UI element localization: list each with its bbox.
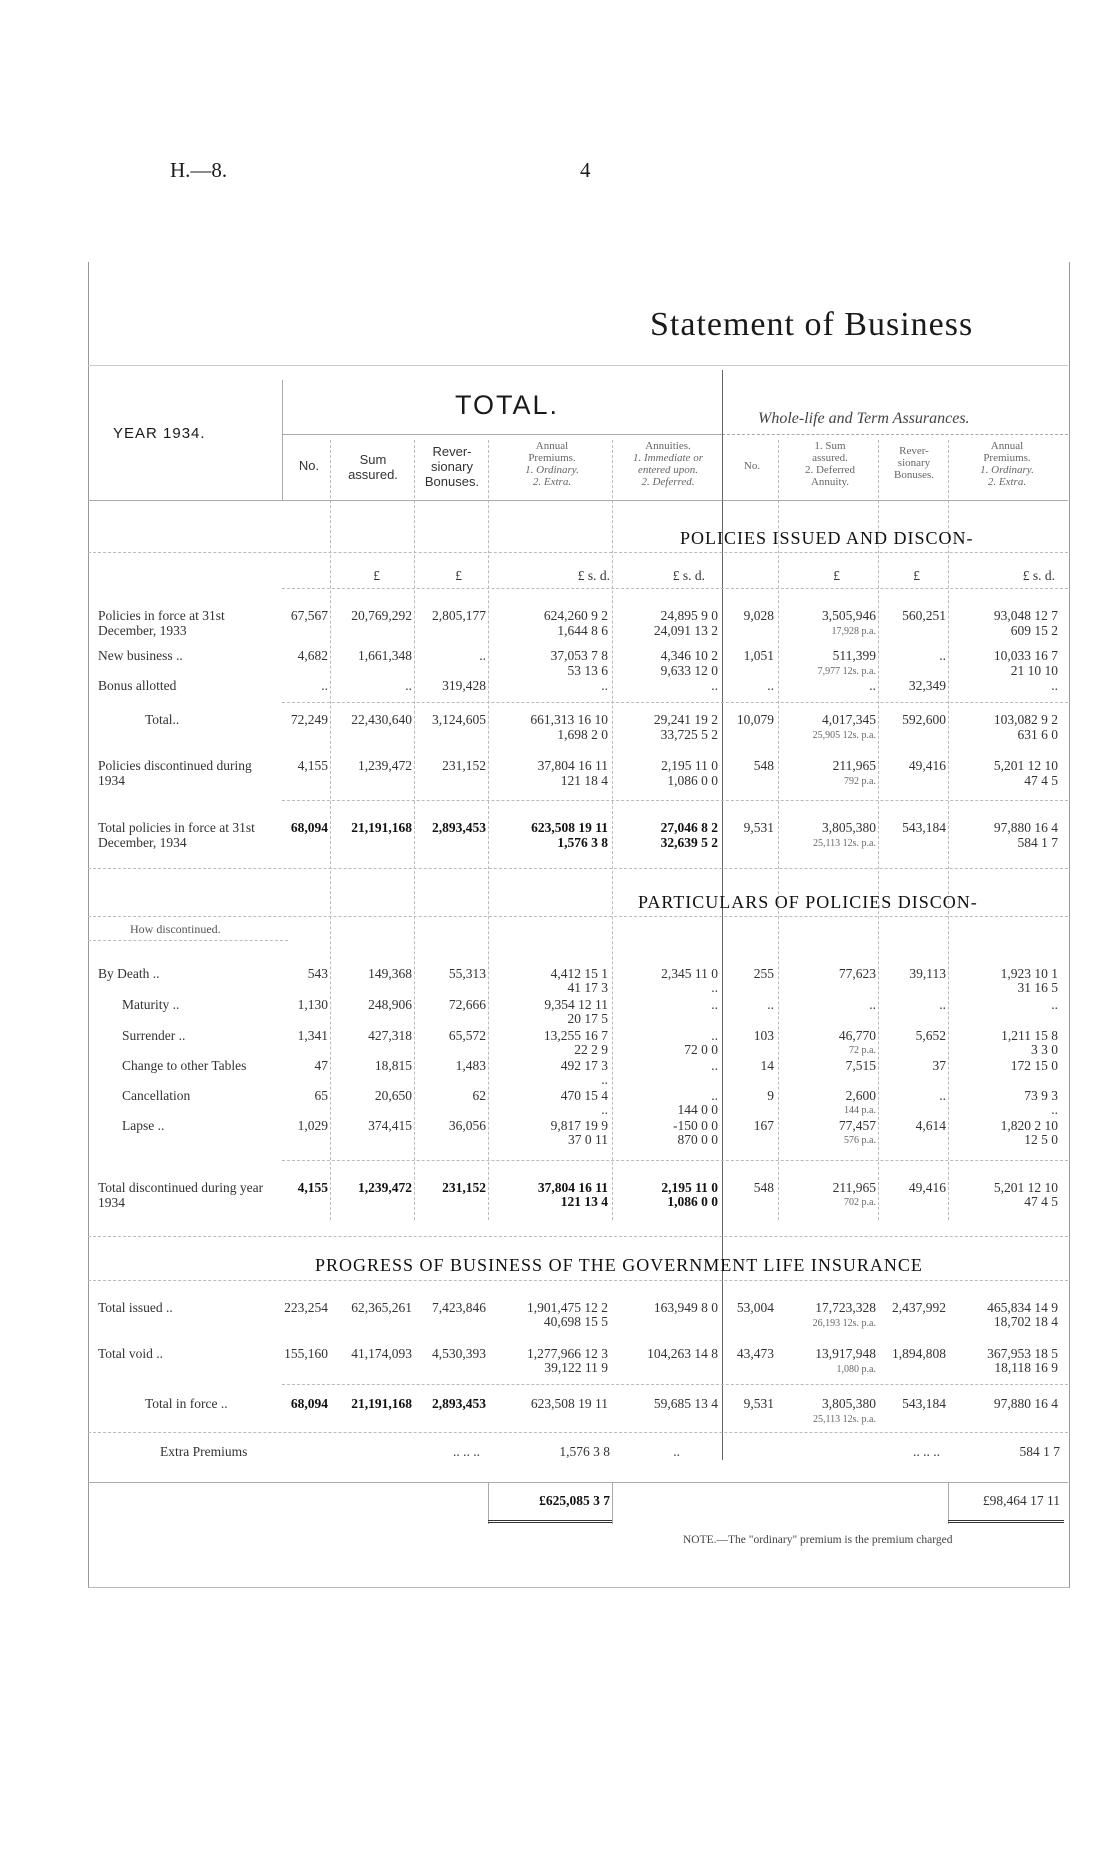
cell-annuity-immediate: .. — [711, 678, 718, 693]
cell-wl-deferred-annuity: 25,113 12s. p.a. — [813, 838, 876, 849]
cell-wl-premium-extra: 631 6 0 — [1017, 727, 1058, 742]
cell-annuity-immediate: .. — [711, 1058, 718, 1073]
page-number: 4 — [580, 158, 591, 182]
extra-premiums-label: Extra Premiums — [160, 1444, 248, 1459]
cell-annuity-immediate: -150 0 0 — [673, 1118, 718, 1133]
cell-premium-ordinary: 13,255 16 7 — [543, 1028, 608, 1043]
cell-reversionary: 65,572 — [448, 1028, 486, 1043]
cell-no: 4,155 — [297, 1180, 328, 1195]
cell-wl-premium-extra: 21 10 10 — [1010, 663, 1058, 678]
cell-no: 1,130 — [297, 997, 328, 1012]
cell-reversionary: 72,666 — [448, 997, 486, 1012]
cell-no: 68,094 — [290, 820, 328, 835]
cell-wl-deferred-annuity: 702 p.a. — [844, 1197, 876, 1208]
cell-premium-extra: 40,698 15 5 — [543, 1314, 608, 1329]
row-label: Total policies in force at 31st December, 1934 — [98, 820, 255, 850]
cell-sum-assured: 248,906 — [368, 997, 412, 1012]
cell-wl-premium-extra: 3 3 0 — [1031, 1042, 1058, 1057]
cell-premium-ordinary: 624,260 9 2 — [543, 608, 608, 623]
divider — [88, 1432, 1068, 1433]
cell-sum-assured: 374,415 — [368, 1118, 412, 1133]
divider — [282, 588, 1068, 589]
cell-wl-premium-extra: 18,702 18 4 — [993, 1314, 1058, 1329]
unit-psd: £ s. d. — [577, 568, 610, 583]
cell-wl-reversionary: .. — [939, 1088, 946, 1103]
cell-wl-deferred-annuity: 792 p.a. — [844, 776, 876, 787]
cell-reversionary: 55,313 — [448, 966, 486, 981]
extra-annuities: .. — [673, 1444, 680, 1459]
cell-annuities: 163,949 8 0 — [653, 1300, 718, 1315]
row-label: Change to other Tables — [122, 1058, 247, 1073]
cell-premium-ordinary: 492 17 3 — [560, 1058, 608, 1073]
cell-sum-assured: 1,239,472 — [358, 758, 412, 773]
divider — [88, 1482, 1068, 1483]
cell-wl-reversionary: .. — [939, 997, 946, 1012]
cell-sum-assured: 20,769,292 — [351, 608, 412, 623]
cell-wl-premium-ordinary: 93,048 12 7 — [993, 608, 1058, 623]
row-label: Surrender .. — [122, 1028, 186, 1043]
cell-wl-premium-extra: 47 4 5 — [1024, 1194, 1058, 1209]
cell-no: 72,249 — [290, 712, 328, 727]
cell-annuity-deferred: 1,086 0 0 — [667, 1194, 718, 1209]
cell-sum-assured: 62,365,261 — [351, 1300, 412, 1315]
cell-premium-ordinary: 9,817 19 9 — [550, 1118, 608, 1133]
cell-no: 155,160 — [284, 1346, 328, 1361]
cell-annuity-immediate: 2,195 11 0 — [661, 758, 718, 773]
unit-psd: £ s. d. — [1022, 568, 1055, 583]
divider — [88, 868, 1068, 869]
divider — [88, 916, 1068, 917]
section-policies-issued-title: POLICIES ISSUED AND DISCON- — [680, 528, 974, 548]
cell-sum-assured: 21,191,168 — [351, 1396, 412, 1411]
cell-premium-extra: 41 17 3 — [567, 980, 608, 995]
col-wl-reversionary: Rever- sionary Bonuses. — [893, 445, 935, 481]
cell-wl-premium-ordinary: 172 15 0 — [1010, 1058, 1058, 1073]
cell-wl-reversionary: 592,600 — [902, 712, 946, 727]
cell-sum-assured: 41,174,093 — [351, 1346, 412, 1361]
row-label: Policies in force at 31st December, 1933 — [98, 608, 225, 638]
cell-premium-extra: .. — [601, 1072, 608, 1087]
statement-title: Statement of Business — [650, 306, 974, 343]
cell-wl-no: 53,004 — [736, 1300, 774, 1315]
cell-wl-no: 548 — [753, 758, 774, 773]
cell-wl-reversionary: 39,113 — [909, 966, 946, 981]
cell-premium-ordinary: 37,804 16 11 — [537, 1180, 608, 1195]
col-sum-assured: Sum assured. — [348, 452, 398, 482]
cell-annuity-immediate: 2,195 11 0 — [661, 1180, 718, 1195]
cell-reversionary: .. — [479, 648, 486, 663]
cell-wl-reversionary: 37 — [932, 1058, 946, 1073]
cell-wl-premium-extra: 47 4 5 — [1024, 773, 1058, 788]
section-particulars-title: PARTICULARS OF POLICIES DISCON- — [638, 892, 978, 912]
cell-annuity-deferred: 32,639 5 2 — [660, 835, 718, 850]
cell-reversionary: 319,428 — [442, 678, 486, 693]
cell-reversionary: 4,530,393 — [432, 1346, 486, 1361]
cell-premium-ordinary: 4,412 15 1 — [550, 966, 608, 981]
cell-wl-no: 548 — [753, 1180, 774, 1195]
divider — [948, 1482, 949, 1524]
footnote: NOTE.—The "ordinary" premium is the premium charged — [683, 1534, 953, 1546]
cell-premium-extra: 37 0 11 — [568, 1132, 608, 1147]
cell-reversionary: 2,893,453 — [432, 1396, 486, 1411]
divider — [414, 440, 415, 1220]
cell-wl-sum: 4,017,345 — [822, 712, 876, 727]
cell-no: 4,155 — [297, 758, 328, 773]
divider — [88, 1236, 1068, 1237]
divider — [88, 552, 1068, 553]
cell-premium-extra: 1,576 3 8 — [557, 835, 608, 850]
cell-no: .. — [321, 678, 328, 693]
cell-wl-no: 14 — [760, 1058, 774, 1073]
cell-premium-ordinary: 1,277,966 12 3 — [527, 1346, 608, 1361]
cell-wl-no: 167 — [753, 1118, 774, 1133]
grand-total-premiums: £625,085 3 7 — [539, 1493, 610, 1508]
cell-wl-reversionary: .. — [939, 648, 946, 663]
cell-wl-sum: 511,399 — [832, 648, 876, 663]
cell-no: 1,029 — [297, 1118, 328, 1133]
cell-annuity-deferred: 33,725 5 2 — [660, 727, 718, 742]
cell-wl-premium-extra: 12 5 0 — [1024, 1132, 1058, 1147]
row-label: Total in force .. — [145, 1396, 228, 1411]
cell-wl-no: 9,028 — [743, 608, 774, 623]
cell-premium-ordinary: 37,053 7 8 — [550, 648, 608, 663]
whole-life-title: Whole-life and Term Assurances. — [758, 410, 970, 427]
cell-wl-no: 9,531 — [743, 1396, 774, 1411]
divider — [330, 440, 331, 1220]
divider — [88, 500, 1068, 501]
cell-premium-extra: 1,644 8 6 — [557, 623, 608, 638]
extra-wl-dots: .. .. .. — [913, 1444, 940, 1459]
cell-wl-premium-extra: 584 1 7 — [1017, 835, 1058, 850]
cell-wl-premium-ordinary: 1,820 2 10 — [1000, 1118, 1058, 1133]
divider — [282, 1384, 1068, 1385]
cell-wl-premium-extra: 31 16 5 — [1017, 980, 1058, 995]
col-wl-no: No. — [743, 460, 761, 472]
cell-sum-assured: 18,815 — [374, 1058, 412, 1073]
cell-premium-ordinary: 1,901,475 12 2 — [527, 1300, 608, 1315]
cell-wl-deferred-annuity: 25,113 12s. p.a. — [813, 1414, 876, 1425]
cell-premium-extra: 121 13 4 — [560, 1194, 608, 1209]
cell-annuity-immediate: 2,345 11 0 — [661, 966, 718, 981]
cell-sum-assured: 1,661,348 — [358, 648, 412, 663]
cell-annuity-deferred: 72 0 0 — [684, 1042, 718, 1057]
row-label: Total.. — [145, 712, 180, 727]
double-rule — [488, 1520, 612, 1523]
cell-annuity-immediate: 24,895 9 0 — [660, 608, 718, 623]
cell-wl-sum: 17,723,328 — [815, 1300, 876, 1315]
cell-wl-premium-ordinary: 10,033 16 7 — [993, 648, 1058, 663]
cell-premium-ordinary: .. — [601, 678, 608, 693]
divider — [88, 940, 288, 941]
divider — [282, 380, 283, 500]
cell-annuity-deferred: 870 0 0 — [677, 1132, 718, 1147]
cell-reversionary: 231,152 — [442, 758, 486, 773]
cell-wl-sum: 7,515 — [845, 1058, 876, 1073]
cell-premium-extra: 53 13 6 — [567, 663, 608, 678]
divider — [878, 440, 879, 1220]
cell-no: 543 — [307, 966, 328, 981]
cell-wl-sum: .. — [869, 678, 876, 693]
divider — [282, 702, 1068, 703]
row-label: Cancellation — [122, 1088, 191, 1103]
cell-no: 67,567 — [290, 608, 328, 623]
divider — [778, 440, 779, 1220]
col-wl-sum-assured: 1. Sum assured. 2. Deferred Annuity. — [804, 440, 856, 488]
cell-annuity-immediate: .. — [711, 1088, 718, 1103]
cell-sum-assured: 149,368 — [368, 966, 412, 981]
how-discontinued-label: How discontinued. — [130, 922, 221, 936]
cell-reversionary: 62 — [472, 1088, 486, 1103]
cell-wl-premium-ordinary: 367,953 18 5 — [987, 1346, 1058, 1361]
cell-wl-premium-ordinary: 1,211 15 8 — [1001, 1028, 1058, 1043]
cell-reversionary: 7,423,846 — [432, 1300, 486, 1315]
cell-reversionary: 3,124,605 — [432, 712, 486, 727]
cell-wl-reversionary: 32,349 — [908, 678, 946, 693]
cell-wl-reversionary: 49,416 — [908, 758, 946, 773]
cell-wl-premium-extra: 609 15 2 — [1010, 623, 1058, 638]
cell-wl-premium-ordinary: .. — [1051, 678, 1058, 693]
cell-annuity-immediate: 29,241 19 2 — [653, 712, 718, 727]
cell-wl-sum: 77,457 — [838, 1118, 876, 1133]
cell-wl-deferred-annuity: 144 p.a. — [844, 1105, 876, 1116]
cell-wl-deferred-annuity: 576 p.a. — [844, 1135, 876, 1146]
cell-premium-extra: 20 17 5 — [567, 1011, 608, 1026]
unit-pound: £ — [913, 568, 920, 583]
cell-wl-reversionary: 1,894,808 — [892, 1346, 946, 1361]
cell-reversionary: 1,483 — [455, 1058, 486, 1073]
cell-premium-extra: 121 18 4 — [560, 773, 608, 788]
cell-sum-assured: 21,191,168 — [351, 820, 412, 835]
cell-annuities: 59,685 13 4 — [653, 1396, 718, 1411]
cell-premium-extra: 1,698 2 0 — [557, 727, 608, 742]
cell-premium-ordinary: 623,508 19 11 — [531, 820, 608, 835]
cell-wl-sum: 3,505,946 — [822, 608, 876, 623]
row-label: Total issued .. — [98, 1300, 173, 1315]
cell-sum-assured: 20,650 — [374, 1088, 412, 1103]
row-label: New business .. — [98, 648, 183, 663]
divider — [488, 440, 489, 1220]
cell-wl-sum: .. — [869, 997, 876, 1012]
cell-wl-no: 9 — [767, 1088, 774, 1103]
cell-annuity-immediate: 4,346 10 2 — [660, 648, 718, 663]
cell-wl-deferred-annuity: 17,928 p.a. — [831, 626, 876, 637]
cell-wl-premium-ordinary: .. — [1051, 997, 1058, 1012]
row-label: Policies discontinued during 1934 — [98, 758, 252, 788]
double-rule — [948, 1520, 1064, 1523]
cell-no: 47 — [314, 1058, 328, 1073]
cell-wl-premium-ordinary: 465,834 14 9 — [987, 1300, 1058, 1315]
cell-wl-premium-ordinary: 73 9 3 — [1024, 1088, 1058, 1103]
cell-no: 68,094 — [290, 1396, 328, 1411]
cell-wl-no: 255 — [753, 966, 774, 981]
cell-sum-assured: 22,430,640 — [351, 712, 412, 727]
cell-no: 223,254 — [284, 1300, 328, 1315]
cell-wl-no: 103 — [753, 1028, 774, 1043]
cell-wl-no: 43,473 — [736, 1346, 774, 1361]
cell-sum-assured: 1,239,472 — [358, 1180, 412, 1195]
cell-annuity-deferred: 9,633 12 0 — [660, 663, 718, 678]
cell-wl-deferred-annuity: 25,905 12s. p.a. — [812, 730, 876, 741]
cell-wl-premium-ordinary: 97,880 16 4 — [993, 1396, 1058, 1411]
cell-wl-premium-extra: 18,118 16 9 — [994, 1360, 1058, 1375]
cell-wl-premium-ordinary: 97,880 16 4 — [993, 820, 1058, 835]
cell-reversionary: 36,056 — [448, 1118, 486, 1133]
cell-wl-sum: 2,600 — [845, 1088, 876, 1103]
divider — [88, 365, 1068, 366]
unit-pound: £ — [455, 568, 462, 583]
cell-wl-premium-extra: .. — [1051, 1102, 1058, 1117]
cell-wl-no: .. — [767, 997, 774, 1012]
cell-premium-extra: .. — [601, 1102, 608, 1117]
cell-wl-sum: 211,965 — [832, 1180, 876, 1195]
cell-annuities: 104,263 14 8 — [647, 1346, 718, 1361]
cell-no: 65 — [314, 1088, 328, 1103]
row-label: Total void .. — [98, 1346, 164, 1361]
total-title: TOTAL. — [455, 390, 560, 420]
row-label: Lapse .. — [122, 1118, 165, 1133]
cell-wl-sum: 3,805,380 — [822, 820, 876, 835]
cell-reversionary: 231,152 — [442, 1180, 486, 1195]
cell-premium-extra: 22 2 9 — [574, 1042, 608, 1057]
cell-no: 1,341 — [297, 1028, 328, 1043]
cell-wl-deferred-annuity: 7,977 12s. p.a. — [817, 666, 876, 677]
col-annuities: Annuities. 1. Immediate or entered upon. 2. Deferred. — [633, 440, 703, 488]
cell-annuity-immediate: .. — [711, 1028, 718, 1043]
year-label: YEAR 1934. — [113, 425, 206, 442]
cell-wl-reversionary: 560,251 — [902, 608, 946, 623]
cell-wl-premium-ordinary: 1,923 10 1 — [1000, 966, 1058, 981]
cell-wl-sum: 46,770 — [838, 1028, 876, 1043]
cell-wl-deferred-annuity: 26,193 12s. p.a. — [812, 1318, 876, 1329]
cell-wl-no: .. — [767, 678, 774, 693]
cell-annuity-deferred: .. — [711, 980, 718, 995]
row-label: Total discontinued during year 1934 — [98, 1180, 264, 1210]
cell-wl-reversionary: 2,437,992 — [892, 1300, 946, 1315]
extra-premiums-value: 1,576 3 8 — [559, 1444, 610, 1459]
col-reversionary-bonuses: Rever- sionary Bonuses. — [424, 444, 480, 489]
cell-wl-sum: 211,965 — [832, 758, 876, 773]
cell-annuity-immediate: 27,046 8 2 — [660, 820, 718, 835]
cell-annuity-immediate: .. — [711, 997, 718, 1012]
cell-wl-no: 1,051 — [743, 648, 774, 663]
cell-reversionary: 2,805,177 — [432, 608, 486, 623]
cell-annuity-deferred: 1,086 0 0 — [667, 773, 718, 788]
cell-wl-sum: 3,805,380 — [822, 1396, 876, 1411]
cell-wl-deferred-annuity: 72 p.a. — [849, 1045, 876, 1056]
row-label: By Death .. — [98, 966, 160, 981]
cell-sum-assured: 427,318 — [368, 1028, 412, 1043]
cell-premium-ordinary: 661,313 16 10 — [530, 712, 608, 727]
cell-wl-deferred-annuity: 1,080 p.a. — [836, 1364, 876, 1375]
cell-wl-reversionary: 543,184 — [902, 1396, 946, 1411]
unit-pound: £ — [373, 568, 380, 583]
cell-premium-ordinary: 623,508 19 11 — [530, 1396, 608, 1411]
divider — [612, 1482, 613, 1524]
unit-pound: £ — [833, 568, 840, 583]
document-reference: H.—8. — [170, 158, 228, 182]
col-wl-annual-premiums: Annual Premiums. 1. Ordinary. 2. Extra. — [980, 440, 1034, 488]
cell-annuity-deferred: 24,091 13 2 — [653, 623, 718, 638]
divider — [948, 440, 949, 1220]
divider — [612, 440, 613, 1220]
cell-no: 4,682 — [297, 648, 328, 663]
cell-wl-reversionary: 49,416 — [908, 1180, 946, 1195]
divider — [282, 1160, 1068, 1161]
section-progress-title: PROGRESS OF BUSINESS OF THE GOVERNMENT LIFE INSURANCE — [315, 1255, 923, 1275]
cell-wl-sum: 13,917,948 — [815, 1346, 876, 1361]
row-label: Maturity .. — [122, 997, 180, 1012]
cell-premium-ordinary: 37,804 16 11 — [537, 758, 608, 773]
cell-reversionary: 2,893,453 — [432, 820, 486, 835]
row-label: Bonus allotted — [98, 678, 177, 693]
cell-annuity-deferred: 144 0 0 — [677, 1102, 718, 1117]
cell-wl-premium-ordinary: 103,082 9 2 — [993, 712, 1058, 727]
cell-wl-no: 10,079 — [736, 712, 774, 727]
extra-wl-premiums: 584 1 7 — [1019, 1444, 1060, 1459]
cell-wl-reversionary: 4,614 — [915, 1118, 946, 1133]
grand-total-wl-premiums: £98,464 17 11 — [982, 1493, 1060, 1508]
divider — [88, 1280, 1068, 1281]
divider — [282, 800, 1068, 801]
divider — [722, 434, 1068, 435]
extra-dots: .. .. .. — [453, 1444, 480, 1459]
divider — [488, 1482, 489, 1524]
col-no: No. — [298, 458, 320, 473]
cell-sum-assured: .. — [405, 678, 412, 693]
cell-premium-ordinary: 470 15 4 — [560, 1088, 608, 1103]
unit-psd: £ s. d. — [672, 568, 705, 583]
cell-premium-ordinary: 9,354 12 11 — [544, 997, 608, 1012]
cell-wl-reversionary: 5,652 — [915, 1028, 946, 1043]
cell-wl-premium-ordinary: 5,201 12 10 — [993, 1180, 1058, 1195]
cell-wl-premium-ordinary: 5,201 12 10 — [993, 758, 1058, 773]
divider — [282, 434, 722, 435]
col-annual-premiums: Annual Premiums. 1. Ordinary. 2. Extra. — [525, 440, 579, 488]
cell-wl-sum: 77,623 — [838, 966, 876, 981]
cell-wl-reversionary: 543,184 — [902, 820, 946, 835]
cell-premium-extra: 39,122 11 9 — [544, 1360, 608, 1375]
cell-wl-no: 9,531 — [743, 820, 774, 835]
